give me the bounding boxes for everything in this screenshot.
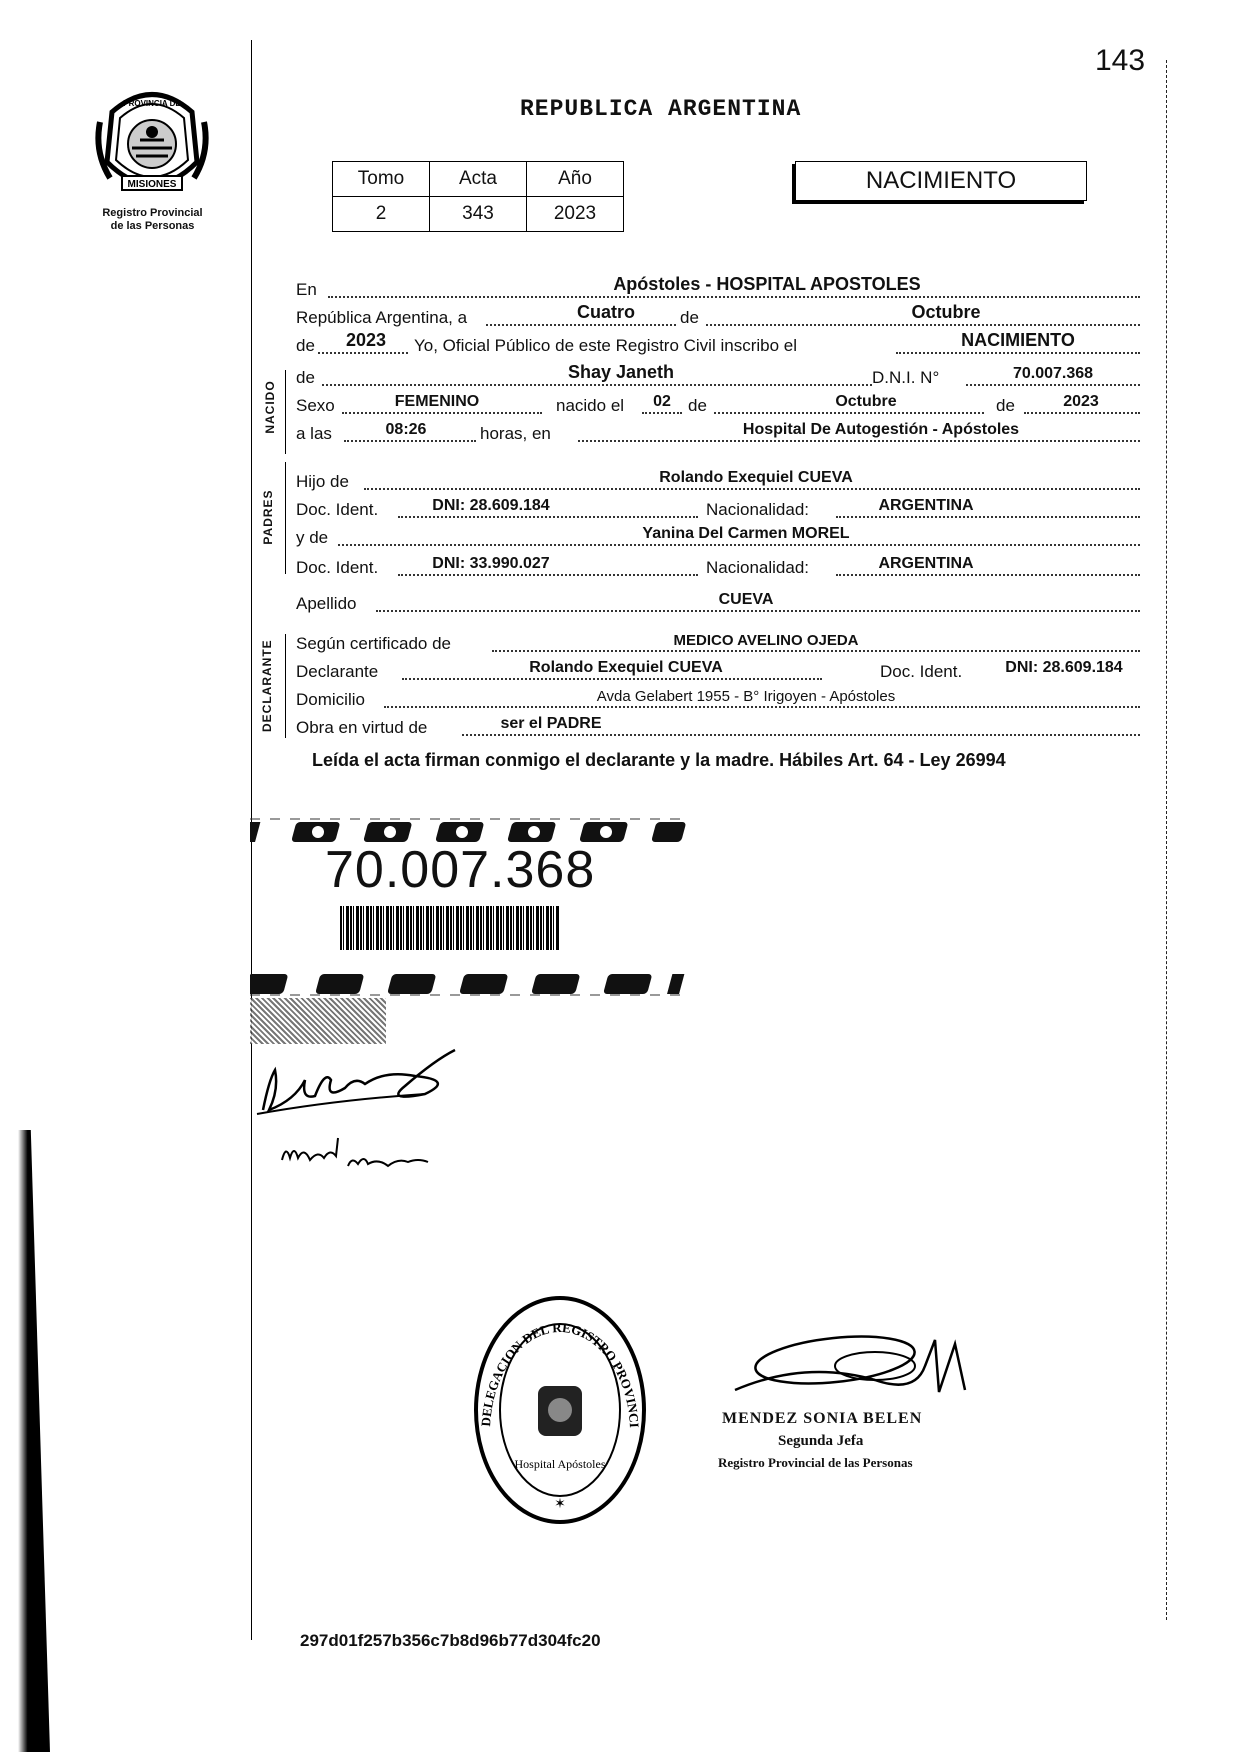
registry-value-cell: 2 (333, 197, 430, 232)
dotted-line (402, 678, 822, 680)
declarante-doc: DNI: 28.609.184 (1005, 659, 1123, 676)
hora-en-label: horas, en (480, 424, 551, 443)
fecha-mes: Octubre (911, 302, 981, 322)
official-role: Segunda Jefa (778, 1433, 864, 1449)
padre-nacionalidad: ARGENTINA (878, 497, 974, 514)
registry-header-row (333, 162, 624, 197)
dotted-line (364, 488, 1140, 490)
official-seal (470, 1292, 650, 1532)
madre-doc-label: Doc. Ident. (296, 558, 379, 577)
declarante-nombre: Rolando Exequiel CUEVA (529, 659, 723, 676)
declarante-doc-label: Doc. Ident. (880, 662, 963, 681)
page-number: 143 (1095, 44, 1146, 77)
nacido-sexo: FEMENINO (394, 393, 480, 410)
dotted-line (836, 516, 1140, 518)
row-sexo (296, 390, 1144, 416)
dotted-line (342, 412, 542, 414)
dotted-line (896, 352, 1140, 354)
dotted-line (836, 574, 1140, 576)
y-de-label: y de (296, 528, 329, 547)
dotted-line (486, 324, 676, 326)
svg-text:✶: ✶ (554, 1495, 566, 1511)
lugar-value: Apóstoles - HOSPITAL APOSTOLES (613, 274, 921, 294)
nacido-mes: Octubre (835, 393, 897, 410)
mother-signature (278, 1130, 458, 1180)
dotted-line (966, 384, 1140, 386)
padres-side-label: PADRES (261, 489, 275, 545)
row-declarante (296, 656, 1144, 682)
security-strip-bottom (250, 968, 690, 998)
nacido-side-label: NACIDO (263, 380, 277, 434)
row-inscripcion (296, 330, 1144, 356)
dni-stamp: 70.007.368 (325, 841, 596, 899)
dotted-line (706, 324, 1140, 326)
padre-nac-label: Nacionalidad: (706, 500, 810, 519)
official-office: Registro Provincial de las Personas (718, 1455, 913, 1470)
registry-value-row (333, 197, 624, 232)
dotted-line (398, 516, 698, 518)
domicilio-value: Avda Gelabert 1955 - B° Irigoyen - Apóstoles (596, 688, 896, 705)
madre-doc: DNI: 33.990.027 (432, 555, 550, 572)
dotted-line (492, 650, 1140, 652)
row-padre-doc (296, 494, 1144, 520)
security-hologram (250, 998, 386, 1044)
inscripcion-anio: 2023 (345, 330, 387, 350)
dotted-line (384, 706, 1140, 708)
right-margin-line (1166, 60, 1167, 1620)
declarante-side-label: DECLARANTE (260, 639, 274, 732)
registry-header-cell: Año (527, 162, 624, 197)
document-hash: 297d01f257b356c7b8d96b77d304fc20 (300, 1631, 601, 1650)
row-certificado (296, 628, 1144, 654)
madre-nombre: Yanina Del Carmen MOREL (642, 525, 850, 542)
registry-value-cell: 2023 (527, 197, 624, 232)
registry-value-cell: 343 (430, 197, 527, 232)
dotted-line (398, 574, 698, 576)
apellido-label: Apellido (296, 594, 357, 613)
row-obra (296, 712, 1144, 738)
dotted-line (344, 440, 476, 442)
declarante-bracket (285, 634, 286, 738)
dni-label: D.N.I. N° (872, 368, 940, 387)
nacido-lugar: Hospital De Autogestión - Apóstoles (742, 421, 1020, 438)
logo-caption (80, 207, 225, 233)
fecha-de-label: de (680, 308, 699, 327)
record-type-box: NACIMIENTO (795, 161, 1087, 201)
seal-inner-text: Hospital Apóstoles (514, 1457, 606, 1471)
nombre-label: de (296, 368, 315, 387)
nacido-anio: 2023 (1063, 393, 1099, 410)
madre-nacionalidad: ARGENTINA (878, 555, 974, 572)
padres-bracket (285, 462, 286, 574)
padre-doc: DNI: 28.609.184 (432, 497, 550, 514)
registry-header-cell: Acta (430, 162, 527, 197)
certificado-label: Según certificado de (296, 634, 451, 653)
inscripcion-text: Yo, Oficial Público de este Registro Civil inscribo el (414, 336, 797, 355)
dotted-line (1024, 412, 1140, 414)
obra-value: ser el PADRE (500, 715, 602, 732)
dotted-line (338, 544, 1140, 546)
seal-ring-text: DELEGACION DEL REGISTRO PROVINCI (478, 1319, 642, 1429)
registry-table (332, 161, 624, 232)
row-nombre (296, 362, 1144, 388)
seal-text-top: PROVINCIA DE (123, 99, 181, 108)
lugar-label: En (296, 280, 317, 299)
dotted-line (322, 384, 872, 386)
row-madre-doc (296, 552, 1144, 578)
country-label: República Argentina, a (296, 308, 468, 327)
hijo-de-label: Hijo de (296, 472, 349, 491)
province-seal-logo (92, 82, 212, 202)
dotted-line (642, 412, 682, 414)
apellido-value: CUEVA (718, 591, 774, 608)
domicilio-label: Domicilio (296, 690, 365, 709)
row-fecha (296, 302, 1144, 328)
nacido-de1-label: de (688, 396, 707, 415)
dotted-line (462, 734, 1140, 736)
dotted-line (328, 296, 1140, 298)
declarante-label: Declarante (296, 662, 379, 681)
nacido-nombre: Shay Janeth (567, 362, 675, 382)
nacido-de2-label: de (996, 396, 1015, 415)
logo-caption-line2: de las Personas (110, 220, 195, 232)
logo-caption-line1: Registro Provincial (102, 207, 203, 219)
dotted-line (318, 352, 408, 354)
inscripcion-de-label: de (296, 336, 315, 355)
registry-header-cell: Tomo (333, 162, 430, 197)
hora-label: a las (296, 424, 332, 443)
row-padre (296, 466, 1144, 492)
dotted-line (714, 412, 984, 414)
certificado-value: MEDICO AVELINO OJEDA (673, 632, 859, 649)
official-name: MENDEZ SONIA BELEN (722, 1410, 923, 1427)
closing-text: Leída el acta firman conmigo el declarante y la madre. Hábiles Art. 64 - Ley 26994 (312, 750, 1006, 770)
dotted-line (376, 610, 1140, 612)
row-lugar (296, 274, 1144, 300)
fecha-dia: Cuatro (577, 302, 635, 322)
seal-text-bottom: MISIONES (127, 179, 177, 190)
nacido-hora: 08:26 (385, 421, 427, 438)
nacido-dia: 02 (653, 393, 671, 410)
inscripcion-tipo: NACIMIENTO (961, 330, 1075, 350)
row-madre (296, 522, 1144, 548)
padre-nombre: Rolando Exequiel CUEVA (659, 469, 853, 486)
document-title: REPUBLICA ARGENTINA (520, 96, 802, 122)
nacido-dni: 70.007.368 (1012, 365, 1094, 382)
madre-nac-label: Nacionalidad: (706, 558, 810, 577)
declarant-signature (255, 1040, 485, 1120)
scan-edge-shadow (18, 1130, 50, 1752)
nacido-el-label: nacido el (556, 396, 625, 415)
row-domicilio (296, 684, 1144, 710)
obra-label: Obra en virtud de (296, 718, 428, 737)
barcode (340, 906, 560, 950)
official-signature (725, 1320, 995, 1410)
sexo-label: Sexo (296, 396, 335, 415)
padre-doc-label: Doc. Ident. (296, 500, 379, 519)
dotted-line (578, 440, 1140, 442)
row-hora (296, 418, 1144, 444)
row-apellido (296, 588, 1144, 614)
nacido-bracket (285, 370, 286, 454)
